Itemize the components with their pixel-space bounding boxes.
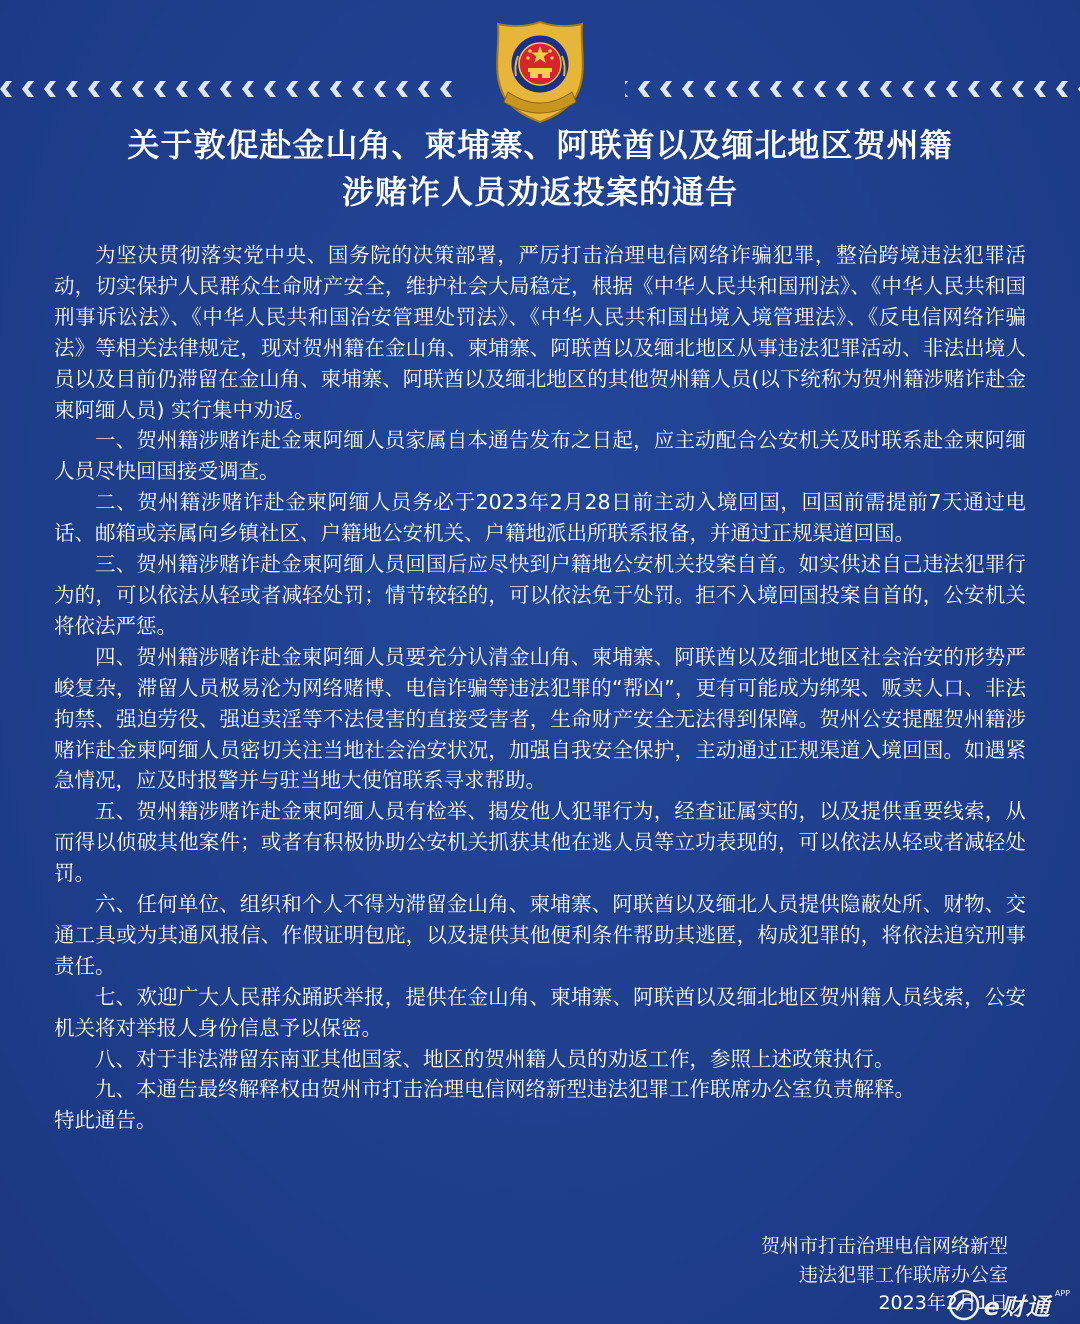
paragraph-item-9: 九、本通告最终解释权由贺州市打击治理电信网络新型违法犯罪工作联席办公室负责解释。 [95, 1077, 915, 1102]
paragraph-item-3: 三、贺州籍涉赌诈赴金柬阿缅人员回国后应尽快到户籍地公安机关投案自首。如实供述自己违法犯罪行为的，可以依法从轻或者减轻处罚；情节较轻的，可以依法免于处罚。拒不入境回国投案自首的，公安机关将依法严惩。 [54, 552, 1026, 638]
police-emblem-icon [486, 18, 594, 126]
paragraph-item-7: 七、欢迎广大人民群众踊跃举报，提供在金山角、柬埔寨、阿联酋以及缅北地区贺州籍人员线索，公安机关将对举报人身份信息予以保密。 [54, 984, 1026, 1040]
signature-line-2: 违法犯罪工作联席办公室 [798, 1263, 1008, 1286]
notice-title [0, 122, 1080, 216]
watermark-text: e财通 [983, 1293, 1051, 1321]
signature-date: 2023年2月1日 [878, 1292, 1008, 1314]
notice-body [54, 240, 1026, 1136]
paragraph-item-8: 八、对于非法滞留东南亚其他国家、地区的贺州籍人员的劝返工作，参照上述政策执行。 [95, 1046, 895, 1071]
watermark-app-tag: APP [1054, 1289, 1070, 1298]
watermark [948, 1287, 1070, 1322]
paragraph-item-6: 六、任何单位、组织和个人不得为滞留金山角、柬埔寨、阿联酋以及缅北人员提供隐蔽处所、财物、交通工具或为其通风报信、作假证明包庇，以及提供其他便利条件帮助其逃匿，构成犯罪的，将依法追究刑事责任。 [54, 892, 1026, 978]
paragraph-intro: 为坚决贯彻落实党中央、国务院的决策部署，严厉打击治理电信网络诈骗犯罪，整治跨境违法犯罪活动，切实保护人民群众生命财产安全，维护社会大局稳定，根据《中华人民共和国刑法》、《中华人民共和国刑事诉讼法》、《中华人民共和国治安管理处罚法》、《中华人民共和国出境入境管理法》、《反电信网络诈骗法》等相关法律规定，现对贺州籍在金山角、柬埔寨、阿联酋以及缅北地区从事违法犯罪活动、非法出境人员以及目前仍滞留在金山角、柬埔寨、阿联酋以及缅北地区的其他贺州籍人员(以下统称为贺州籍涉赌诈赴金柬阿缅人员) 实行集中劝返。 [54, 243, 1026, 422]
signature-line-1: 贺州市打击治理电信网络新型 [760, 1235, 1008, 1257]
paragraph-item-5: 五、贺州籍涉赌诈赴金柬阿缅人员有检举、揭发他人犯罪行为，经查证属实的，以及提供重要线索，从而得以侦破其他案件；或者有积极协助公安机关抓获其他在逃人员等立功表现的，可以依法从轻或者减轻处罚。 [54, 799, 1026, 886]
watermark-logo-icon [948, 1289, 980, 1321]
paragraph-item-4: 四、贺州籍涉赌诈赴金柬阿缅人员要充分认清金山角、柬埔寨、阿联酋以及缅北地区社会治安的形势严峻复杂，滞留人员极易沦为网络赌博、电信诈骗等违法犯罪的“帮凶”，更有可能成为绑架、贩卖人口、非法拘禁、强迫劳役、强迫卖淫等不法侵害的直接受害者，生命财产安全无法得到保障。贺州公安提醒贺州籍涉赌诈赴金柬阿缅人员密切关注当地社会治安状况，加强自我安全保护，主动通过正规渠道入境回国。如遇紧急情况，应及时报警并与驻当地大使馆联系寻求帮助。 [54, 644, 1026, 793]
paragraph-item-1: 一、贺州籍涉赌诈赴金柬阿缅人员家属自本通告发布之日起，应主动配合公安机关及时联系赴金柬阿缅人员尽快回国接受调查。 [54, 428, 1026, 484]
title-line-1: 关于敦促赴金山角、柬埔寨、阿联酋以及缅北地区贺州籍 [127, 126, 953, 164]
paragraph-item-2: 二、贺州籍涉赌诈赴金柬阿缅人员务必于2023年2月28日前主动入境回国，回国前需提前7天通过电话、邮箱或亲属向乡镇社区、户籍地公安机关、户籍地派出所联系报备，并通过正规渠道回国。 [54, 490, 1026, 546]
title-line-2: 涉赌诈人员劝返投案的通告 [341, 173, 738, 211]
closing-line: 特此通告。 [54, 1108, 157, 1133]
